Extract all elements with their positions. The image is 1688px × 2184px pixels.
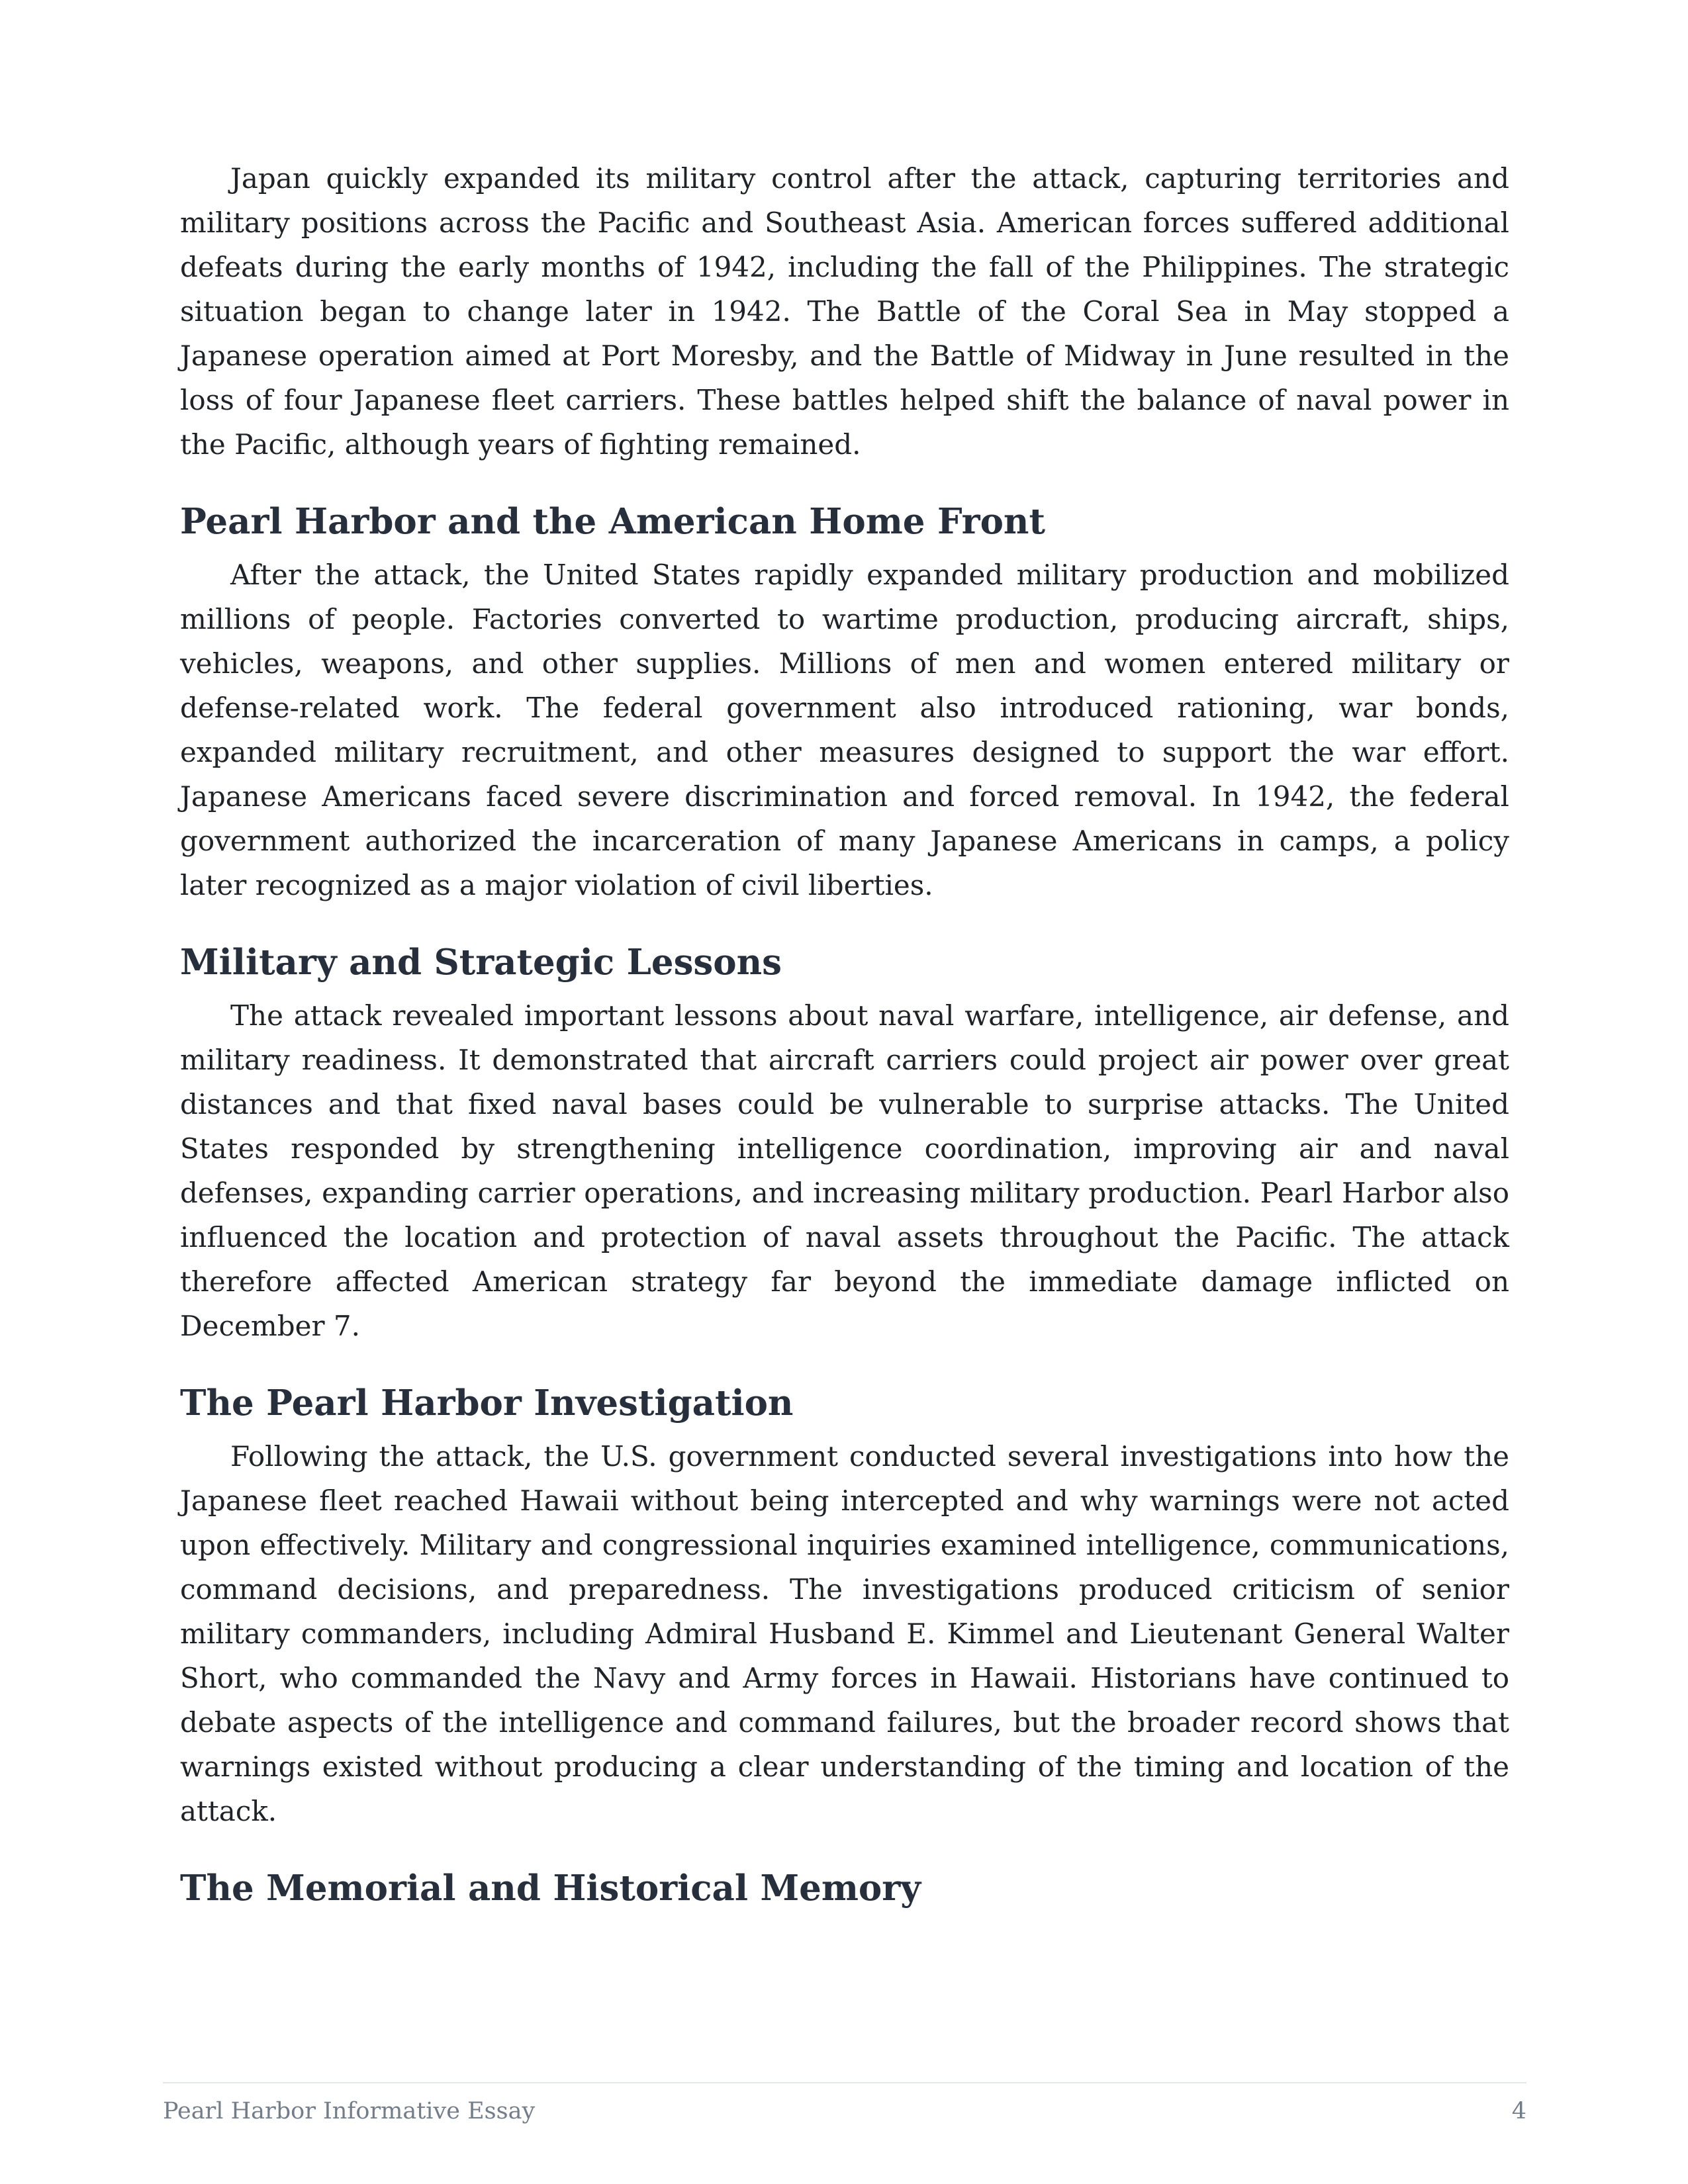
section-heading-strategic-lessons: Military and Strategic Lessons	[180, 942, 782, 983]
paragraph-investigation: Following the attack, the U.S. government conducted several investigations into how the Japanese fleet reached Hawaii without being intercepted and why warnings were not acted upon effectively. Military and congressional inquiries examined intelligence, communications, command decisions, and preparedness. The investigations produced criticism of senior military commanders, including Admiral Husband E. Kimmel and Lieutenant General Walter Short, who commanded the Navy and Army forces in Hawaii. Historians have continued to debate aspects of the intelligence and command failures, but the broader record shows that warnings existed without producing a clear understanding of the timing and location of the attack.	[180, 1440, 1509, 1827]
section-heading-investigation: The Pearl Harbor Investigation	[180, 1383, 794, 1424]
footer-page-number: 4	[1511, 2098, 1526, 2124]
footer-divider	[163, 2082, 1526, 2083]
section-heading-home-front: Pearl Harbor and the American Home Front	[180, 501, 1045, 542]
paragraph-strategic-lessons: The attack revealed important lessons about naval warfare, intelligence, air defense, and military readiness. It demonstrated that aircraft carriers could project air power over great distances and that fixed naval bases could be vulnerable to surprise attacks. The United States responded by strengthening intelligence coordination, improving air and naval defenses, expanding carrier operations, and increasing military production. Pearl Harbor also influenced the location and protection of naval assets throughout the Pacific. The attack therefore affected American strategy far beyond the immediate damage inflicted on December 7.	[180, 999, 1509, 1342]
paragraph-intro: Japan quickly expanded its military control after the attack, capturing territories and military positions across the Pacific and Southeast Asia. American forces suffered additional defeats during the early months of 1942, including the fall of the Philippines. The strategic situation began to change later in 1942. The Battle of the Coral Sea in May stopped a Japanese operation aimed at Port Moresby, and the Battle of Midway in June resulted in the loss of four Japanese fleet carriers. These battles helped shift the balance of naval power in the Pacific, although years of fighting remained.	[180, 162, 1509, 461]
document-body	[180, 156, 1509, 1911]
paragraph-home-front: After the attack, the United States rapidly expanded military production and mobilized millions of people. Factories converted to wartime production, producing aircraft, ships, vehicles, weapons, and other supplies. Millions of men and women entered military or defense-related work. The federal government also introduced rationing, war bonds, expanded military recruitment, and other measures designed to support the war effort. Japanese Americans faced severe discrimination and forced removal. In 1942, the federal government authorized the incarceration of many Japanese Americans in camps, a policy later recognized as a major violation of civil liberties.	[180, 559, 1509, 901]
footer-document-title: Pearl Harbor Informative Essay	[163, 2098, 536, 2124]
section-heading-memorial: The Memorial and Historical Memory	[180, 1868, 921, 1909]
